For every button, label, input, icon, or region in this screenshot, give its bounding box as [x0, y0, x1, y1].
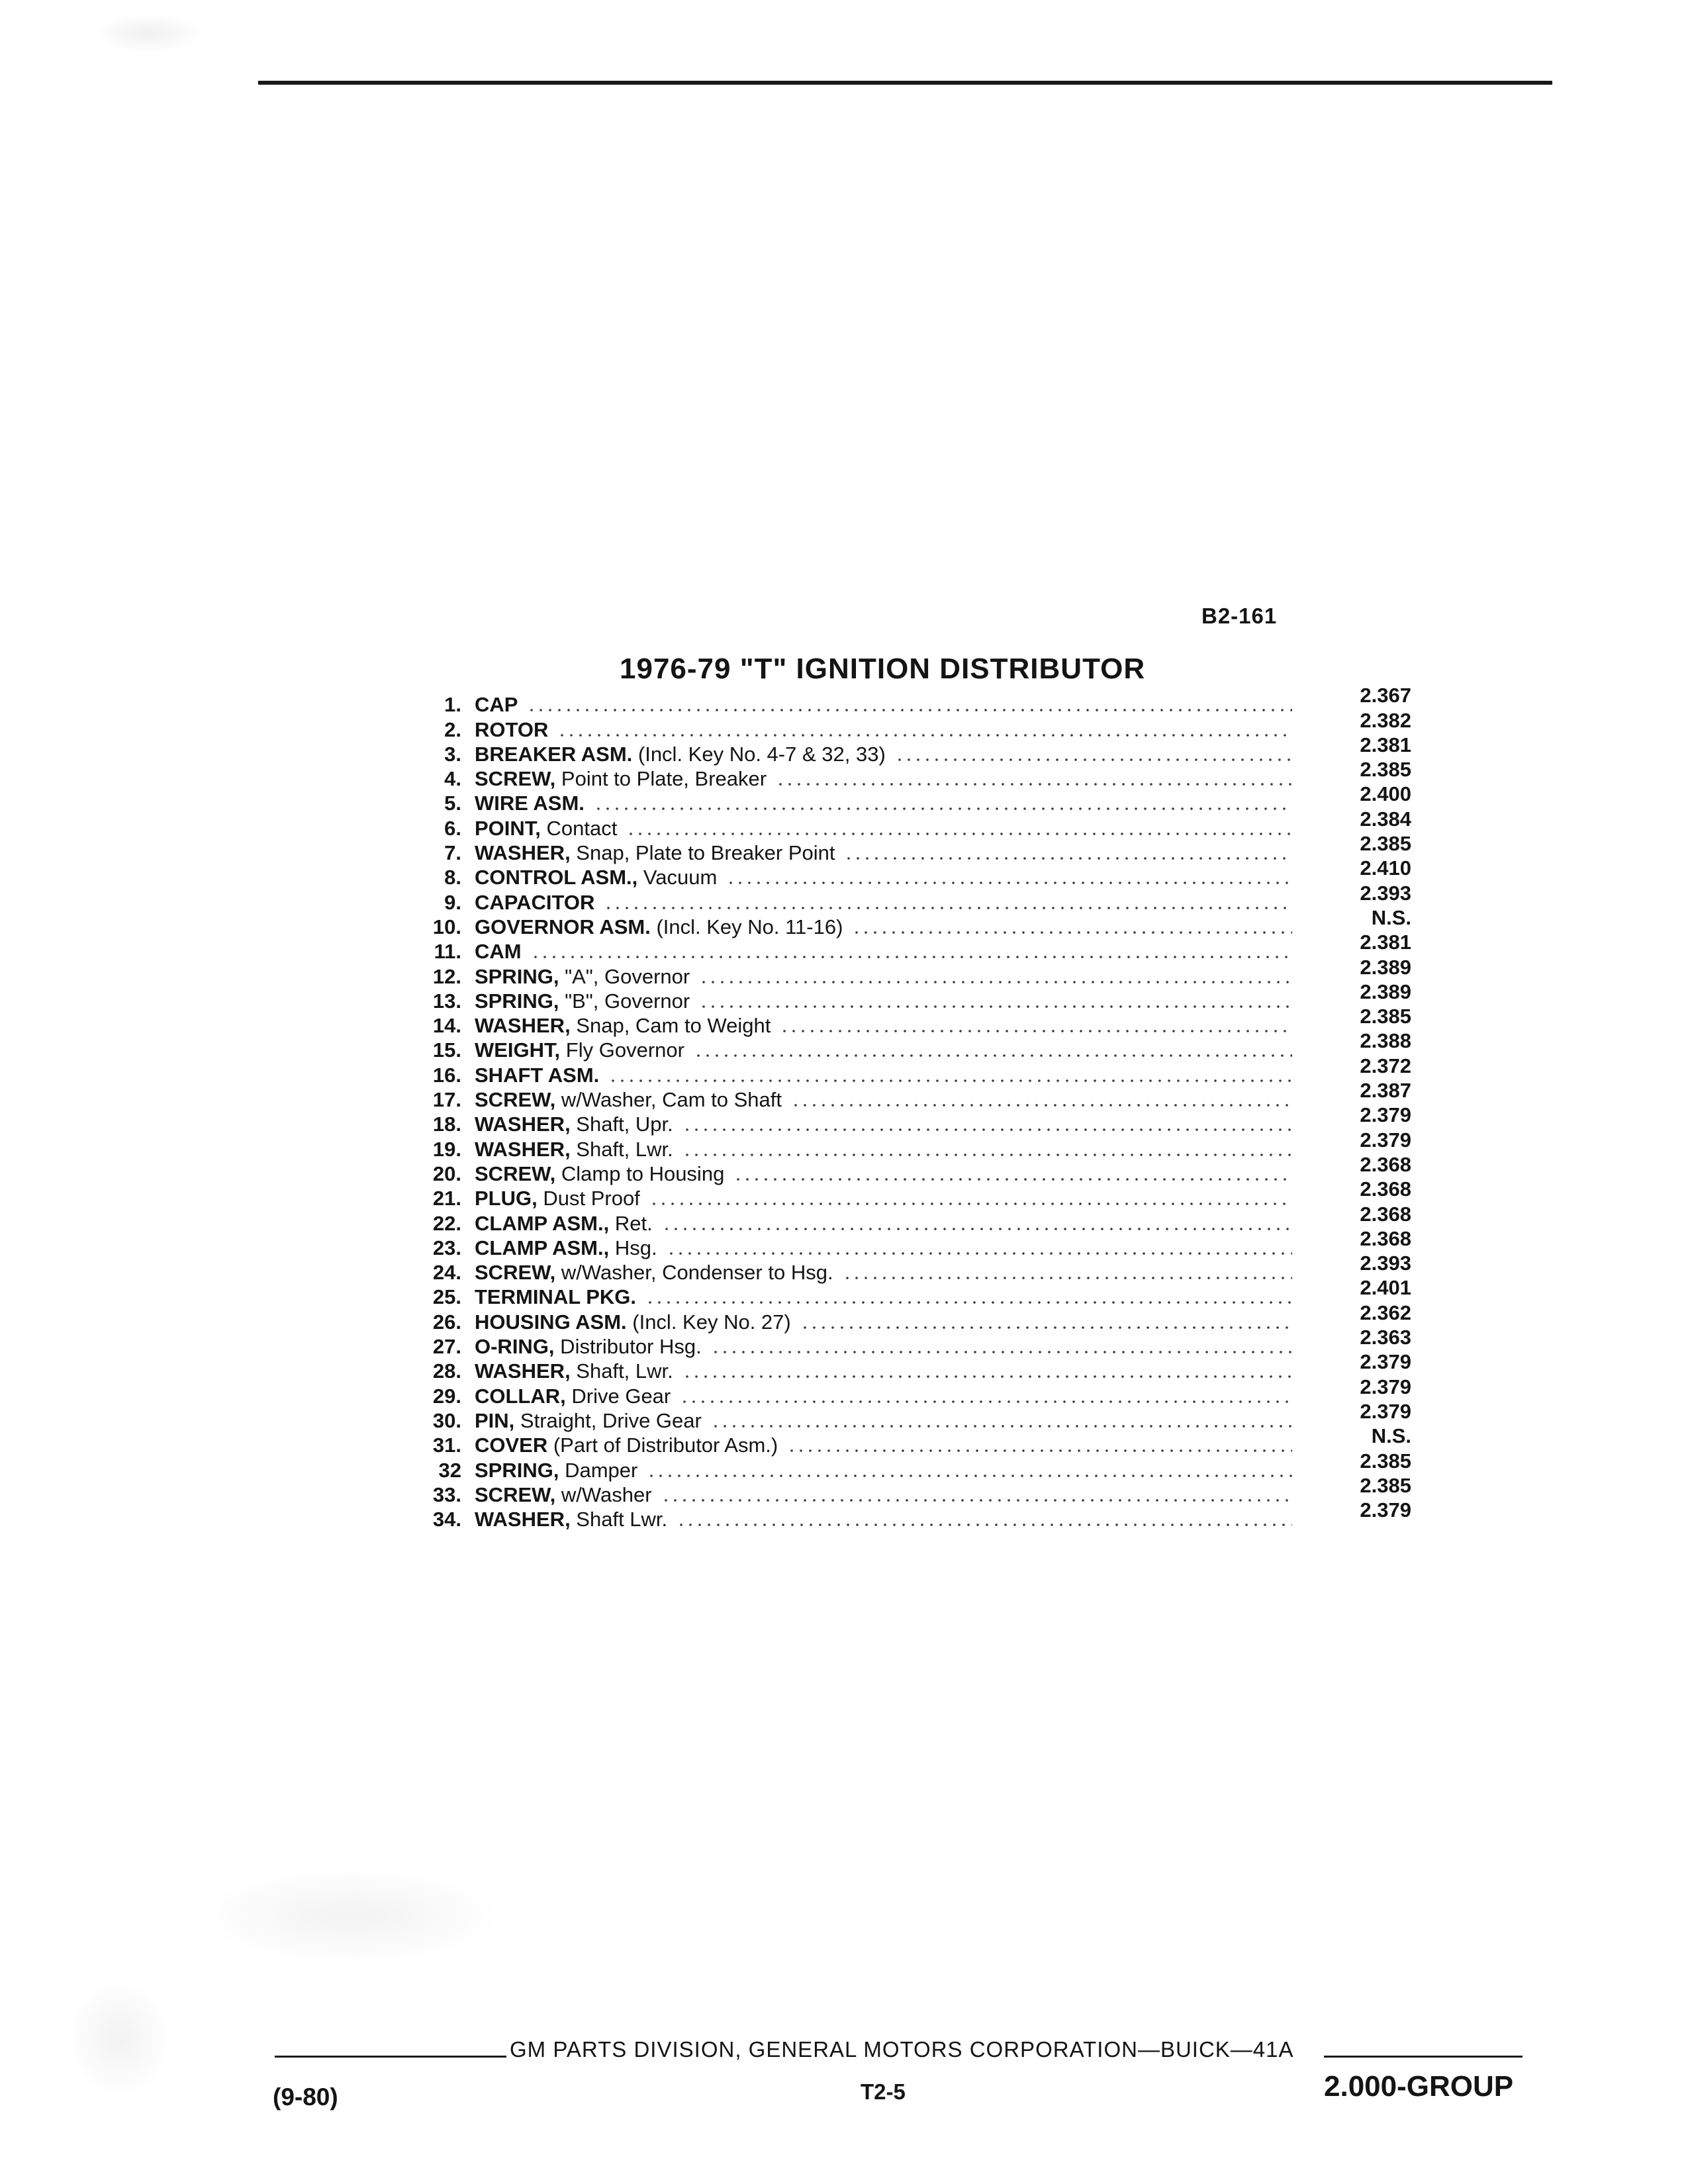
part-row [405, 807, 1411, 840]
part-detail: Hsg. [609, 1236, 657, 1259]
dot-leader [852, 931, 1292, 934]
part-description [475, 1163, 724, 1185]
part-name: WASHER, [475, 1014, 571, 1038]
part-key-number: 29. [432, 1384, 461, 1408]
part-key-number: 19. [432, 1137, 461, 1161]
part-description [475, 1065, 599, 1086]
dot-leader [726, 882, 1292, 884]
part-description [475, 1361, 673, 1382]
part-row [405, 1005, 1411, 1038]
dot-leader [626, 833, 1292, 835]
part-group-number: 2.385 [1360, 758, 1411, 782]
part-description [475, 1139, 673, 1160]
part-description [475, 1114, 673, 1135]
part-group-number: 2.379 [1360, 1103, 1411, 1127]
part-group-number: 2.367 [1360, 684, 1411, 707]
dot-leader [680, 1400, 1292, 1403]
part-key-number: 4. [444, 767, 461, 791]
dot-leader [667, 1252, 1292, 1255]
part-name: O-RING, [475, 1335, 555, 1359]
part-description [475, 1509, 667, 1530]
dot-leader [527, 709, 1292, 711]
part-row [405, 955, 1411, 988]
part-detail: Shaft, Lwr. [570, 1359, 673, 1383]
part-group-number: 2.384 [1360, 807, 1411, 831]
part-name: COLLAR, [475, 1384, 566, 1408]
part-key-number: 7. [444, 841, 461, 865]
part-key-number: 16. [432, 1063, 461, 1087]
part-description [475, 917, 843, 938]
part-description [475, 966, 690, 987]
part-name: ROTOR [475, 717, 549, 741]
part-key-number: 6. [444, 816, 461, 840]
part-row [405, 1054, 1411, 1087]
footer-rule-left [275, 2056, 506, 2058]
part-group-number: N.S. [1371, 905, 1411, 929]
dot-leader [780, 1030, 1292, 1032]
part-name: PIN, [475, 1408, 515, 1432]
dot-leader [649, 1203, 1292, 1205]
part-key-number: 31. [432, 1433, 461, 1457]
part-group-number: 2.363 [1360, 1326, 1411, 1349]
part-description [475, 1213, 653, 1234]
dot-leader [711, 1351, 1292, 1353]
part-description [475, 768, 767, 790]
dot-leader [604, 907, 1292, 909]
part-row [405, 1177, 1411, 1210]
part-detail: Snap, Plate to Breaker Point [570, 841, 835, 865]
part-key-number: 14. [432, 1014, 461, 1038]
part-name: SCREW, [475, 767, 556, 791]
part-description [475, 793, 585, 814]
dot-leader [800, 1326, 1292, 1329]
part-name: CONTROL ASM., [475, 866, 638, 889]
dot-leader [699, 981, 1292, 983]
part-description [475, 818, 617, 839]
part-detail: (Incl. Key No. 27) [626, 1310, 791, 1334]
part-description [475, 1262, 833, 1283]
part-detail: Snap, Cam to Weight [570, 1014, 771, 1038]
part-group-number: 2.379 [1360, 1350, 1411, 1374]
part-name: SCREW, [475, 1261, 556, 1285]
part-name: WASHER, [475, 1137, 571, 1161]
footer-group: 2.000-GROUP [1324, 2070, 1514, 2103]
part-row [405, 782, 1411, 815]
footer-rule-right [1324, 2056, 1523, 2058]
part-group-number: 2.385 [1360, 1449, 1411, 1473]
dot-leader [645, 1301, 1292, 1304]
part-description [475, 1484, 652, 1506]
part-name: SPRING, [475, 989, 559, 1013]
dot-leader [843, 1277, 1292, 1279]
part-detail: Shaft, Upr. [570, 1113, 673, 1136]
part-row [405, 979, 1411, 1013]
part-detail: Shaft Lwr. [570, 1508, 668, 1531]
part-key-number: 11. [434, 940, 461, 964]
scan-smudge [199, 1866, 503, 1966]
part-key-number: 1. [444, 693, 461, 717]
part-row [405, 1424, 1411, 1457]
part-name: WEIGHT, [475, 1038, 561, 1062]
dot-leader [711, 1425, 1292, 1428]
dot-leader [844, 857, 1292, 860]
part-description [475, 941, 522, 962]
footer-date: (9-80) [273, 2083, 338, 2111]
part-row [405, 684, 1411, 717]
part-key-number: 32 [438, 1458, 461, 1482]
part-key-number: 8. [444, 866, 461, 889]
part-name: CLAMP ASM., [475, 1211, 610, 1235]
footer-publisher: GM PARTS DIVISION, GENERAL MOTORS CORPORATION—BUICK—41A [510, 2037, 1294, 2062]
part-row [405, 1350, 1411, 1383]
dot-leader [682, 1154, 1292, 1156]
part-group-number: 2.385 [1360, 1005, 1411, 1028]
scan-smudge [93, 13, 205, 53]
part-detail: Fly Governor [560, 1038, 684, 1062]
part-detail: Clamp to Housing [555, 1161, 725, 1185]
part-name: WASHER, [475, 1508, 571, 1531]
part-detail: Ret. [609, 1211, 653, 1235]
part-name: WASHER, [475, 1359, 571, 1383]
part-row [405, 1300, 1411, 1334]
part-name: SCREW, [475, 1088, 556, 1112]
part-name: SPRING, [475, 964, 559, 988]
part-group-number: 2.388 [1360, 1029, 1411, 1053]
dot-leader [682, 1375, 1292, 1378]
dot-leader [694, 1054, 1292, 1057]
part-key-number: 10. [432, 915, 461, 938]
part-row [405, 1226, 1411, 1259]
part-row [405, 905, 1411, 938]
part-key-number: 21. [432, 1187, 461, 1210]
part-group-number: 2.368 [1360, 1226, 1411, 1250]
part-row [405, 733, 1411, 766]
part-row [405, 1276, 1411, 1309]
part-name: CAPACITOR [475, 890, 595, 914]
part-key-number: 26. [432, 1310, 461, 1334]
part-detail: (Incl. Key No. 4-7 & 32, 33) [632, 742, 886, 766]
part-detail: Damper [559, 1458, 638, 1482]
part-key-number: 17. [432, 1088, 461, 1112]
part-key-number: 25. [432, 1285, 461, 1309]
part-name: PLUG, [475, 1187, 538, 1210]
part-key-number: 18. [432, 1113, 461, 1136]
part-group-number: 2.381 [1360, 733, 1411, 756]
part-key-number: 20. [432, 1161, 461, 1185]
part-detail: Vacuum [637, 866, 718, 889]
part-group-number: 2.379 [1360, 1498, 1411, 1522]
dot-leader [531, 956, 1292, 958]
part-detail: Distributor Hsg. [554, 1335, 702, 1359]
part-detail: Drive Gear [565, 1384, 671, 1408]
part-key-number: 34. [432, 1508, 461, 1531]
part-name: SCREW, [475, 1161, 556, 1185]
page-title: 1976-79 "T" IGNITION DISTRIBUTOR [620, 653, 1146, 685]
part-detail: Point to Plate, Breaker [555, 767, 767, 791]
part-name: SCREW, [475, 1482, 556, 1506]
part-group-number: 2.368 [1360, 1202, 1411, 1226]
part-description [475, 1435, 778, 1456]
part-key-number: 5. [444, 792, 461, 815]
part-description [475, 744, 886, 765]
part-row [405, 931, 1411, 964]
part-name: HOUSING ASM. [475, 1310, 627, 1334]
scan-smudge [66, 1979, 172, 2098]
part-group-number: 2.387 [1360, 1079, 1411, 1103]
dot-leader [787, 1449, 1292, 1452]
part-group-number: 2.410 [1360, 856, 1411, 880]
part-name: GOVERNOR ASM. [475, 915, 651, 938]
part-name: SPRING, [475, 1458, 559, 1482]
part-key-number: 22. [432, 1211, 461, 1235]
part-group-number: N.S. [1371, 1424, 1411, 1448]
part-row [405, 1103, 1411, 1136]
part-group-number: 2.379 [1360, 1375, 1411, 1398]
part-row [405, 1375, 1411, 1408]
top-rule [258, 81, 1552, 85]
part-key-number: 12. [432, 964, 461, 988]
part-group-number: 2.400 [1360, 782, 1411, 806]
dot-leader [682, 1128, 1292, 1131]
part-group-number: 2.389 [1360, 955, 1411, 979]
part-row [405, 1473, 1411, 1506]
part-description [475, 892, 594, 913]
part-detail: w/Washer [555, 1482, 652, 1506]
part-group-number: 2.368 [1360, 1177, 1411, 1201]
part-key-number: 2. [444, 717, 461, 741]
part-description [475, 1287, 636, 1308]
footer-page-number: T2-5 [861, 2079, 906, 2104]
part-name: WASHER, [475, 841, 571, 865]
parts-list [405, 684, 1411, 1531]
part-key-number: 3. [444, 742, 461, 766]
part-row [405, 1128, 1411, 1161]
part-name: WASHER, [475, 1113, 571, 1136]
part-key-number: 23. [432, 1236, 461, 1259]
part-group-number: 2.379 [1360, 1128, 1411, 1152]
dot-leader [699, 1005, 1292, 1008]
part-key-number: 13. [432, 989, 461, 1013]
dot-leader [647, 1475, 1292, 1477]
part-description [475, 1238, 657, 1259]
part-description [475, 694, 518, 715]
part-description [475, 1312, 791, 1333]
part-key-number: 27. [432, 1335, 461, 1359]
part-description [475, 1188, 640, 1209]
part-name: CAP [475, 693, 518, 717]
part-name: POINT, [475, 816, 541, 840]
part-description [475, 1386, 671, 1407]
part-group-number: 2.379 [1360, 1399, 1411, 1423]
part-key-number: 28. [432, 1359, 461, 1383]
part-detail: (Incl. Key No. 11-16) [650, 915, 843, 938]
part-row [405, 1498, 1411, 1531]
part-name: COVER [475, 1433, 548, 1457]
part-key-number: 15. [432, 1038, 461, 1062]
part-key-number: 30. [432, 1408, 461, 1432]
part-row [405, 856, 1411, 889]
part-name: BREAKER ASM. [475, 742, 633, 766]
part-description [475, 1040, 684, 1061]
part-group-number: 2.389 [1360, 979, 1411, 1003]
dot-leader [733, 1178, 1292, 1181]
part-group-number: 2.393 [1360, 1251, 1411, 1275]
part-detail: w/Washer, Condenser to Hsg. [555, 1261, 833, 1285]
figure-reference: B2-161 [1201, 604, 1278, 628]
dot-leader [557, 734, 1292, 737]
part-detail: (Part of Distributor Asm.) [547, 1433, 778, 1457]
part-detail: "B", Governor [559, 989, 690, 1013]
part-row [405, 1326, 1411, 1359]
part-group-number: 2.372 [1360, 1054, 1411, 1077]
part-key-number: 9. [444, 890, 461, 914]
part-description [475, 867, 717, 888]
part-detail: Shaft, Lwr. [570, 1137, 673, 1161]
part-row [405, 832, 1411, 865]
part-row [405, 1399, 1411, 1432]
part-row [405, 708, 1411, 741]
part-row [405, 758, 1411, 791]
part-detail: Dust Proof [537, 1187, 640, 1210]
part-description [475, 1336, 702, 1357]
part-detail: Straight, Drive Gear [514, 1408, 702, 1432]
dot-leader [895, 758, 1292, 761]
part-key-number: 33. [432, 1482, 461, 1506]
dot-leader [677, 1524, 1292, 1526]
part-name: CLAMP ASM., [475, 1236, 610, 1259]
part-row [405, 1251, 1411, 1285]
dot-leader [608, 1079, 1292, 1082]
part-detail: Contact [540, 816, 618, 840]
part-description [475, 842, 835, 864]
part-name: TERMINAL PKG. [475, 1285, 636, 1309]
part-group-number: 2.401 [1360, 1276, 1411, 1300]
dot-leader [594, 807, 1292, 810]
part-detail: w/Washer, Cam to Shaft [555, 1088, 782, 1112]
part-key-number: 24. [432, 1261, 461, 1285]
part-group-number: 2.381 [1360, 931, 1411, 954]
part-description [475, 991, 690, 1012]
part-group-number: 2.368 [1360, 1152, 1411, 1176]
part-description [475, 1410, 702, 1432]
part-group-number: 2.393 [1360, 881, 1411, 905]
part-name: WIRE ASM. [475, 792, 585, 815]
part-name: CAM [475, 940, 522, 964]
part-group-number: 2.385 [1360, 1473, 1411, 1497]
part-detail: "A", Governor [559, 964, 690, 988]
part-row [405, 1449, 1411, 1482]
part-row [405, 881, 1411, 914]
part-description [475, 1460, 637, 1481]
dot-leader [661, 1499, 1292, 1502]
part-group-number: 2.382 [1360, 708, 1411, 732]
part-row [405, 1029, 1411, 1062]
part-row [405, 1202, 1411, 1235]
part-name: SHAFT ASM. [475, 1063, 600, 1087]
part-row [405, 1152, 1411, 1185]
part-description [475, 1015, 771, 1036]
dot-leader [776, 783, 1292, 786]
part-description [475, 719, 548, 741]
part-row [405, 1079, 1411, 1112]
dot-leader [791, 1104, 1292, 1107]
part-description [475, 1089, 782, 1111]
part-group-number: 2.362 [1360, 1300, 1411, 1324]
dot-leader [662, 1228, 1292, 1230]
part-group-number: 2.385 [1360, 832, 1411, 856]
